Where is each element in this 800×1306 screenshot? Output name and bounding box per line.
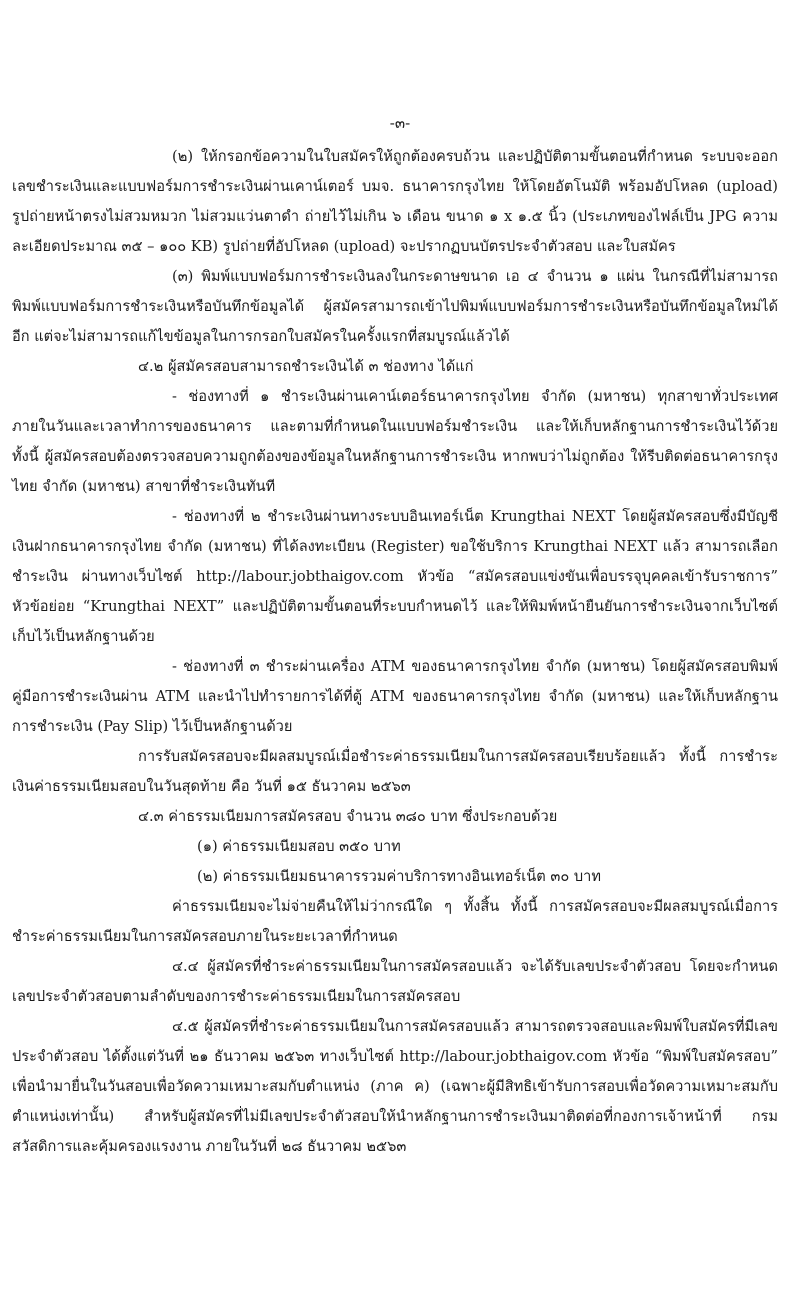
section-4-2-heading: ๔.๒ ผู้สมัครสอบสามารถชำระเงินได้ ๓ ช่องทาง ได้แก่ [138, 358, 474, 375]
fee-non-refundable-note: ค่าธรรมเนียมจะไม่จ่ายคืนให้ไม่ว่ากรณีใด ๆ ทั้งสิ้น ทั้งนี้ การสมัครสอบจะมีผลสมบูรณ์เมื่อการชำระค่าธรรมเนียมในการสมัครสอบภายในระยะเวลาที่กำหนด [12, 898, 778, 945]
application-complete-note: การรับสมัครสอบจะมีผลสมบูรณ์เมื่อชำระค่าธรรมเนียมในการสมัครสอบเรียบร้อยแล้ว ทั้งนี้ การชำระเงินค่าธรรมเนียมสอบในวันสุดท้าย คือ วันที่ ๑๕ ธันวาคม ๒๕๖๓ [12, 748, 778, 795]
section-4-5: ๔.๕ ผู้สมัครที่ชำระค่าธรรมเนียมในการสมัครสอบแล้ว สามารถตรวจสอบและพิมพ์ใบสมัครที่มีเลขประจำตัวสอบ ได้ตั้งแต่วันที่ ๒๑ ธันวาคม ๒๕๖๓ ทางเว็บไซต์ http://labour.jobthaigov.com หัวข้อ “พิมพ์ใบสมัครสอบ” เพื่อนำมายื่นในวันสอบเพื่อวัดความเหมาะสมกับตำแหน่ง (ภาค ค) (เฉพาะผู้มีสิทธิเข้ารับการสอบเพื่อวัดความเหมาะสมกับตำแหน่งเท่านั้น) สำหรับผู้สมัครที่ไม่มีเลขประจำตัวสอบให้นำหลักฐานการชำระเงินมาติดต่อที่กองการเจ้าหน้าที่ กรมสวัสดิการและคุ้มครองแรงงาน ภายในวันที่ ๒๘ ธันวาคม ๒๕๖๓ [12, 1018, 778, 1155]
page-number: -๓- [389, 114, 411, 132]
paragraph-2-form-fill: (๒) ให้กรอกข้อความในใบสมัครให้ถูกต้องครบถ้วน และปฏิบัติตามขั้นตอนที่กำหนด ระบบจะออกเลขชำระเงินและแบบฟอร์มการชำระเงินผ่านเคาน์เตอร์ บมจ. ธนาคารกรุงไทย ให้โดยอัตโนมัติ พร้อมอัปโหลด (upload) รูปถ่ายหน้าตรงไม่สวมหมวก ไม่สวมแว่นตาดำ ถ่ายไว้ไม่เกิน ๖ เดือน ขนาด ๑ x ๑.๕ นิ้ว (ประเภทของไฟล์เป็น JPG ความละเอียดประมาณ ๓๕ – ๑๐๐ KB) รูปถ่ายที่อัปโหลด (upload) จะปรากฏบนบัตรประจำตัวสอบ และใบสมัคร [12, 148, 778, 255]
fee-item-1: (๑) ค่าธรรมเนียมสอบ ๓๕๐ บาท [197, 838, 401, 855]
fee-item-2: (๒) ค่าธรรมเนียมธนาคารรวมค่าบริการทางอินเทอร์เน็ต ๓๐ บาท [197, 868, 601, 885]
section-4-3-heading: ๔.๓ ค่าธรรมเนียมการสมัครสอบ จำนวน ๓๘๐ บาท ซึ่งประกอบด้วย [138, 808, 558, 825]
document-body [12, 142, 778, 1162]
payment-channel-2: - ช่องทางที่ ๒ ชำระเงินผ่านทางระบบอินเทอร์เน็ต Krungthai NEXT โดยผู้สมัครสอบซึ่งมีบัญชีเงินฝากธนาคารกรุงไทย จำกัด (มหาชน) ที่ได้ลงทะเบียน (Register) ขอใช้บริการ Krungthai NEXT แล้ว สามารถเลือกชำระเงิน ผ่านทางเว็บไซต์ http://labour.jobthaigov.com หัวข้อ “สมัครสอบแข่งขันเพื่อบรรจุบุคคลเข้ารับราชการ” หัวข้อย่อย “Krungthai NEXT” และปฏิบัติตามขั้นตอนที่ระบบกำหนดไว้ และให้พิมพ์หน้ายืนยันการชำระเงินจากเว็บไซต์เก็บไว้เป็นหลักฐานด้วย [12, 508, 778, 645]
section-4-4: ๔.๔ ผู้สมัครที่ชำระค่าธรรมเนียมในการสมัครสอบแล้ว จะได้รับเลขประจำตัวสอบ โดยจะกำหนดเลขประจำตัวสอบตามลำดับของการชำระค่าธรรมเนียมในการสมัครสอบ [12, 958, 778, 1005]
payment-channel-1: - ช่องทางที่ ๑ ชำระเงินผ่านเคาน์เตอร์ธนาคารกรุงไทย จำกัด (มหาชน) ทุกสาขาทั่วประเทศภายในวันและเวลาทำการของธนาคาร และตามที่กำหนดในแบบฟอร์มชำระเงิน และให้เก็บหลักฐานการชำระเงินไว้ด้วย ทั้งนี้ ผู้สมัครสอบต้องตรวจสอบความถูกต้องของข้อมูลในหลักฐานการชำระเงิน หากพบว่าไม่ถูกต้อง ให้รีบติดต่อธนาคารกรุงไทย จำกัด (มหาชน) สาขาที่ชำระเงินทันที [12, 388, 778, 495]
payment-channel-3: - ช่องทางที่ ๓ ชำระผ่านเครื่อง ATM ของธนาคารกรุงไทย จำกัด (มหาชน) โดยผู้สมัครสอบพิมพ์คู่มือการชำระเงินผ่าน ATM และนำไปทำรายการได้ที่ตู้ ATM ของธนาคารกรุงไทย จำกัด (มหาชน) และให้เก็บหลักฐานการชำระเงิน (Pay Slip) ไว้เป็นหลักฐานด้วย [12, 658, 778, 735]
paragraph-3-print-form: (๓) พิมพ์แบบฟอร์มการชำระเงินลงในกระดาษขนาด เอ ๔ จำนวน ๑ แผ่น ในกรณีที่ไม่สามารถพิมพ์แบบฟอร์มการชำระเงินหรือบันทึกข้อมูลได้ ผู้สมัครสามารถเข้าไปพิมพ์แบบฟอร์มการชำระเงินหรือบันทึกข้อมูลใหม่ได้อีก แต่จะไม่สามารถแก้ไขข้อมูลในการกรอกใบสมัครในครั้งแรกที่สมบูรณ์แล้วได้ [12, 268, 778, 345]
